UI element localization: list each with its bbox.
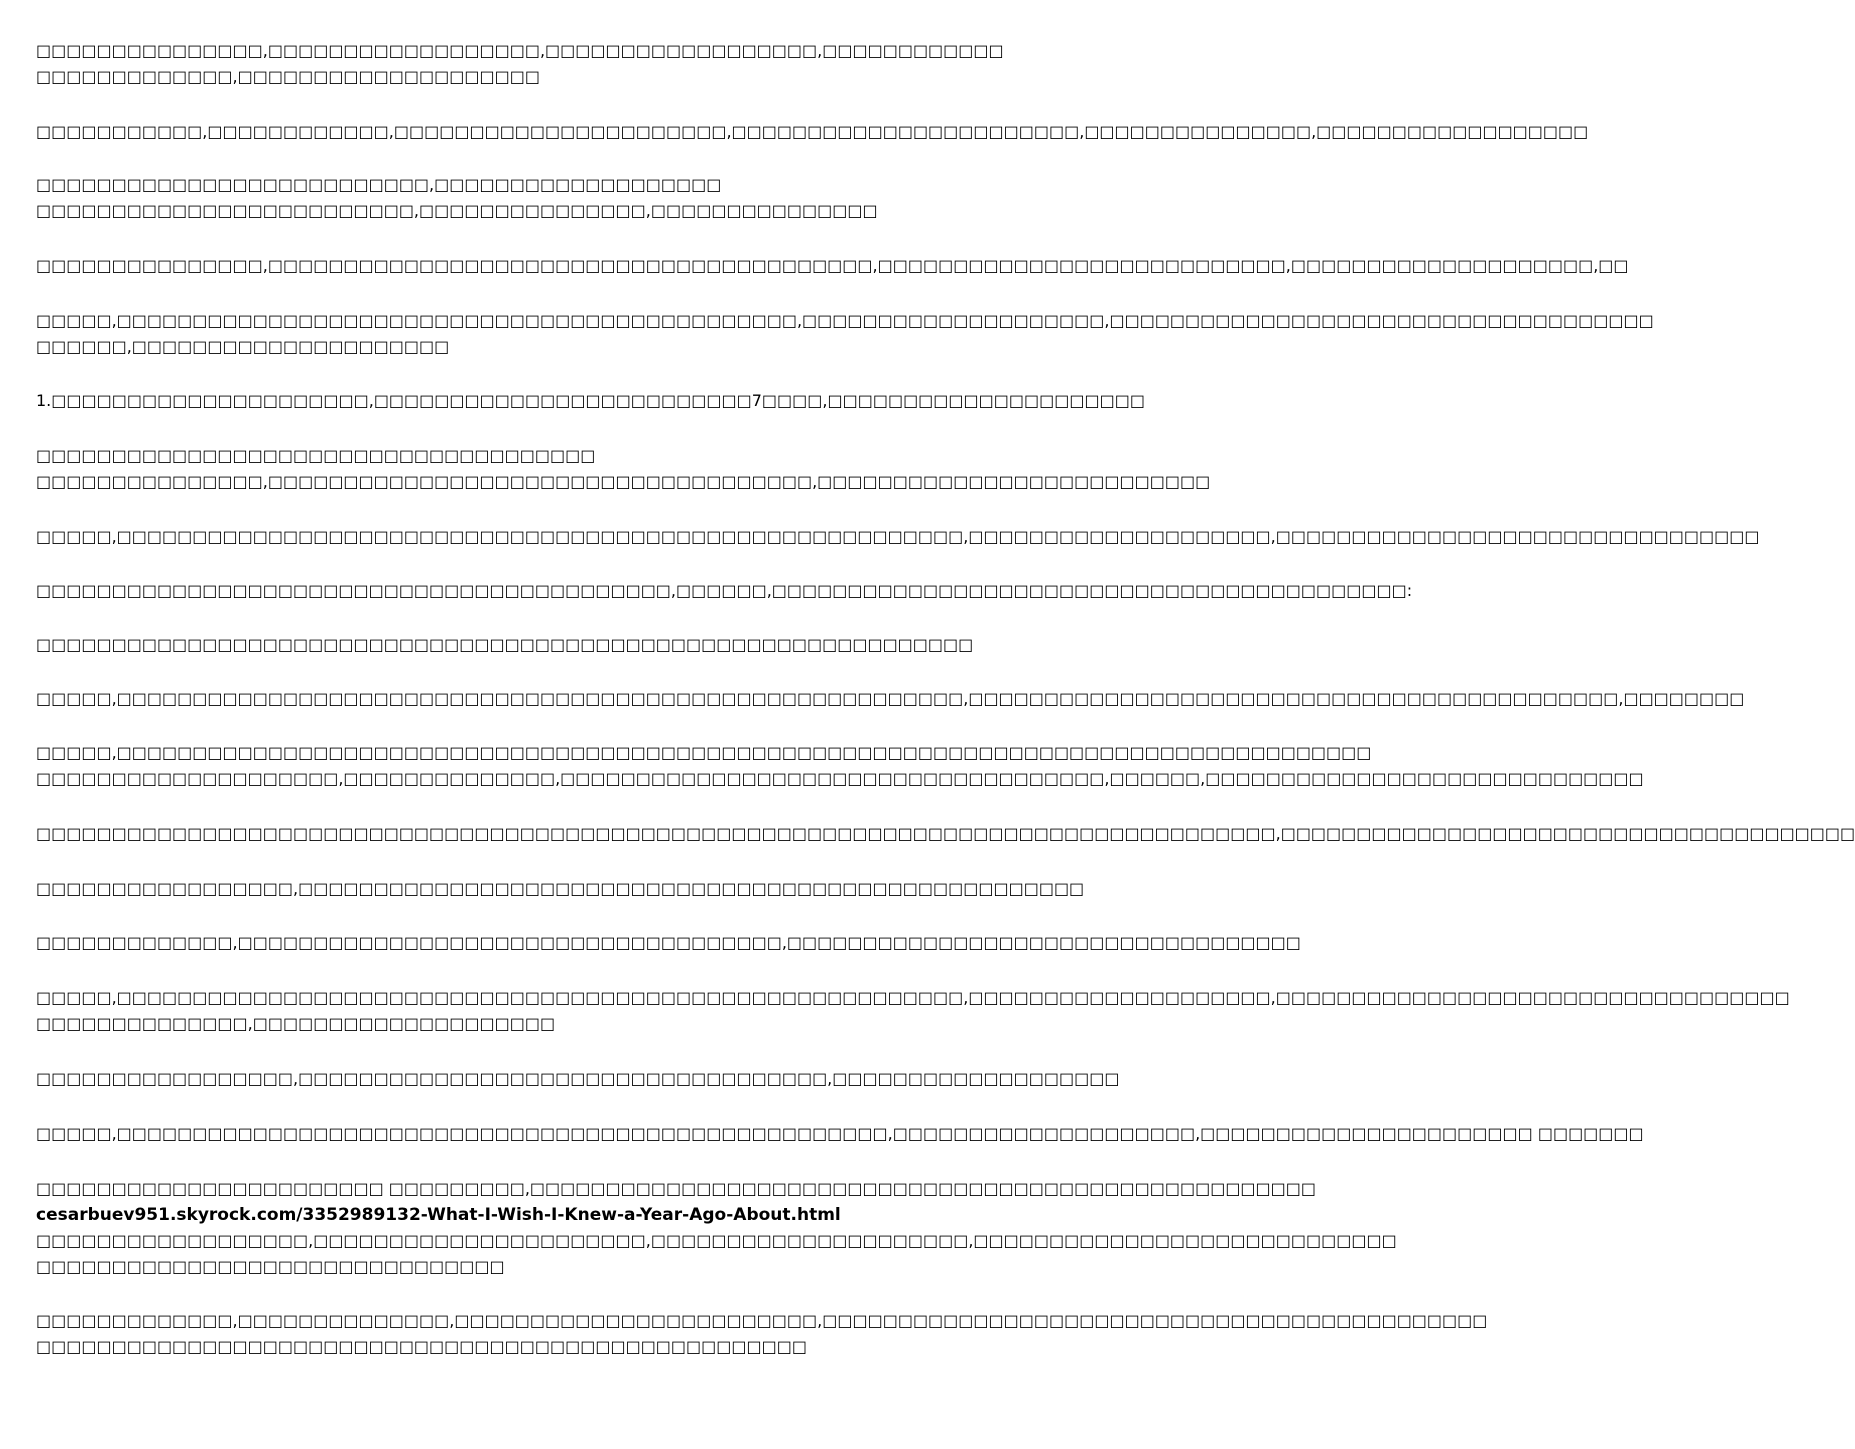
text-line: □□□□□□,□□□□□□□□□□□□□□□□□□□□□ bbox=[36, 337, 450, 356]
text-line: □□□□□□□□□□□□□□□□□□□□□□□□□□,□□□□□□□□□□□□□□□□□□□ bbox=[36, 175, 722, 194]
paragraph-13 bbox=[36, 821, 1855, 847]
text-line: □□□□□□□□□□□□□□□,□□□□□□□□□□□□□□□□□□□□□□□□□□□□□□□□□□□□□□□□,□□□□□□□□□□□□□□□□□□□□□□□□□□□,□□□□□□□□□□□□□□□□□□□□,□□ bbox=[36, 256, 1629, 275]
text-line: □□□□□□□□□□□□□□□□□□□□□□□□□,□□□□□□□□□□□□□□□,□□□□□□□□□□□□□□□ bbox=[36, 201, 878, 220]
text-line: □□□□□□□□□□□□□□□,□□□□□□□□□□□□□□□□□□□□□□□□□□□□□□□□□□□□,□□□□□□□□□□□□□□□□□□□□□□□□□□ bbox=[36, 472, 1211, 491]
text-line: 1.□□□□□□□□□□□□□□□□□□□□□,□□□□□□□□□□□□□□□□□□□□□□□□□7□□□□,□□□□□□□□□□□□□□□□□□□□□ bbox=[36, 391, 1145, 410]
paragraph-8 bbox=[36, 524, 1760, 550]
text-line: □□□□□□□□□□□□□□□□□□□□□□□□□□□□□□□□□□□□□□□□□□□□□□□□□□□ bbox=[36, 1337, 807, 1356]
text-line: □□□□□□□□□□□□□□□□□□□□□□□□□□□□□□□□□□□□□□□□□□□□□□□□□□□□□□□□□□□□□□□□□□□□□□□□□□□□□□□□□□,□□□□□□□□□□□□□□□□□□□□□□□□□□□□□□□□□□□□□□ bbox=[36, 824, 1855, 843]
text-line: □□□□□□□□□□□□□□□□□□□□,□□□□□□□□□□□□□□,□□□□□□□□□□□□□□□□□□□□□□□□□□□□□□□□□□□□,□□□□□□,□□□□□□□□□□□□□□□□□□□□□□□□□□□□□ bbox=[36, 769, 1644, 788]
paragraph-17 bbox=[36, 1066, 1120, 1092]
paragraph-6 bbox=[36, 388, 1145, 414]
text-line: □□□□□□□□□□□□□□□□□□□□□□□□□□□□□□□□□□□□□ bbox=[36, 446, 596, 465]
paragraph-9 bbox=[36, 578, 1413, 604]
paragraph-4 bbox=[36, 253, 1629, 279]
link-url[interactable]: cesarbuev951.skyrock.com/3352989132-What-I-Wish-I-Knew-a-Year-Ago-About.html bbox=[36, 1205, 841, 1225]
paragraph-1 bbox=[36, 38, 1004, 90]
text-line: □□□□□□□□□□□□□□□□□,□□□□□□□□□□□□□□□□□□□□□□□□□□□□□□□□□□□□□□□□□□□□□□□□□□□□ bbox=[36, 879, 1085, 898]
text-line: □□□□□□□□□□□□□□□□□□□□□□□ □□□□□□□□□,□□□□□□□□□□□□□□□□□□□□□□□□□□□□□□□□□□□□□□□□□□□□□□□□□□□□ bbox=[36, 1179, 1317, 1198]
paragraph-14 bbox=[36, 876, 1085, 902]
paragraph-18 bbox=[36, 1121, 1644, 1147]
text-line: □□□□□,□□□□□□□□□□□□□□□□□□□□□□□□□□□□□□□□□□□□□□□□□□□□□□□□□□□□□□□□□□□□□□□□□□□□□□□□□□□□□□□□□□□ bbox=[36, 743, 1372, 762]
text-line: □□□□□□□□□□□□□□□□□□□□□□□□□□□□□□□ bbox=[36, 1257, 505, 1276]
paragraph-5 bbox=[36, 308, 1654, 360]
paragraph-3 bbox=[36, 172, 990, 224]
text-line: □□□□□□□□□□□,□□□□□□□□□□□□,□□□□□□□□□□□□□□□□□□□□□□,□□□□□□□□□□□□□□□□□□□□□□□,□□□□□□□□□□□□□□□,□□□□□□□□□□□□□□□□□□ bbox=[36, 122, 1589, 141]
paragraph-20 bbox=[36, 1308, 1488, 1360]
text-line: □□□□□,□□□□□□□□□□□□□□□□□□□□□□□□□□□□□□□□□□□□□□□□□□□□□,□□□□□□□□□□□□□□□□□□□□,□□□□□□□□□□□□□□□□□□□□□□□□□□□□□□□□□□□□ bbox=[36, 311, 1654, 330]
text-line: □□□□□□□□□□□□□□□□□□□□□□□□□□□□□□□□□□□□□□□□□□,□□□□□□,□□□□□□□□□□□□□□□□□□□□□□□□□□□□□□□□□□□□□□□□□□: bbox=[36, 581, 1413, 600]
paragraph-15 bbox=[36, 930, 1301, 956]
text-line: □□□□□,□□□□□□□□□□□□□□□□□□□□□□□□□□□□□□□□□□□□□□□□□□□□□□□□□□□,□□□□□□□□□□□□□□□□□□□□,□□□□□□□□□□□□□□□□□□□□□□ □□□□□□□ bbox=[36, 1124, 1644, 1143]
text-line: □□□□□□□□□□□□□,□□□□□□□□□□□□□□,□□□□□□□□□□□□□□□□□□□□□□□□,□□□□□□□□□□□□□□□□□□□□□□□□□□□□□□□□□□□□□□□□□□□□ bbox=[36, 1311, 1488, 1330]
paragraph-12 bbox=[36, 740, 1644, 792]
text-line: □□□□□□□□□□□□□,□□□□□□□□□□□□□□□□□□□□□□□□□□□□□□□□□□□□,□□□□□□□□□□□□□□□□□□□□□□□□□□□□□□□□□□ bbox=[36, 933, 1301, 952]
text-line: □□□□□□□□□□□□□□,□□□□□□□□□□□□□□□□□□□□ bbox=[36, 1014, 556, 1033]
text-line: □□□□□,□□□□□□□□□□□□□□□□□□□□□□□□□□□□□□□□□□□□□□□□□□□□□□□□□□□□□□□□,□□□□□□□□□□□□□□□□□□□□□□□□□□□□□□□□□□□□□□□□□□□,□□□□□□□□ bbox=[36, 689, 1745, 708]
paragraph-7 bbox=[36, 443, 1211, 495]
text-line: □□□□□□□□□□□□□□□□□,□□□□□□□□□□□□□□□□□□□□□□□□□□□□□□□□□□□,□□□□□□□□□□□□□□□□□□□ bbox=[36, 1069, 1120, 1088]
paragraph-16 bbox=[36, 985, 1790, 1037]
text-line: □□□□□□□□□□□□□□□□□□,□□□□□□□□□□□□□□□□□□□□□□,□□□□□□□□□□□□□□□□□□□□□,□□□□□□□□□□□□□□□□□□□□□□□□□□□□ bbox=[36, 1231, 1397, 1250]
paragraph-19 bbox=[36, 1176, 1397, 1280]
text-line: □□□□□□□□□□□□□□□,□□□□□□□□□□□□□□□□□□,□□□□□□□□□□□□□□□□□□,□□□□□□□□□□□□ bbox=[36, 41, 1004, 60]
text-line: □□□□□□□□□□□□□□□□□□□□□□□□□□□□□□□□□□□□□□□□□□□□□□□□□□□□□□□□□□□□□□ bbox=[36, 635, 974, 654]
paragraph-2 bbox=[36, 119, 1589, 145]
text-line: □□□□□□□□□□□□□,□□□□□□□□□□□□□□□□□□□□ bbox=[36, 67, 540, 86]
paragraph-10 bbox=[36, 632, 990, 658]
paragraph-11 bbox=[36, 686, 1745, 712]
text-line: □□□□□,□□□□□□□□□□□□□□□□□□□□□□□□□□□□□□□□□□□□□□□□□□□□□□□□□□□□□□□□,□□□□□□□□□□□□□□□□□□□□,□□□□□□□□□□□□□□□□□□□□□□□□□□□□□□□□ bbox=[36, 527, 1760, 546]
text-line: □□□□□,□□□□□□□□□□□□□□□□□□□□□□□□□□□□□□□□□□□□□□□□□□□□□□□□□□□□□□□□,□□□□□□□□□□□□□□□□□□□□,□□□□□□□□□□□□□□□□□□□□□□□□□□□□□□□□□□ bbox=[36, 988, 1790, 1007]
